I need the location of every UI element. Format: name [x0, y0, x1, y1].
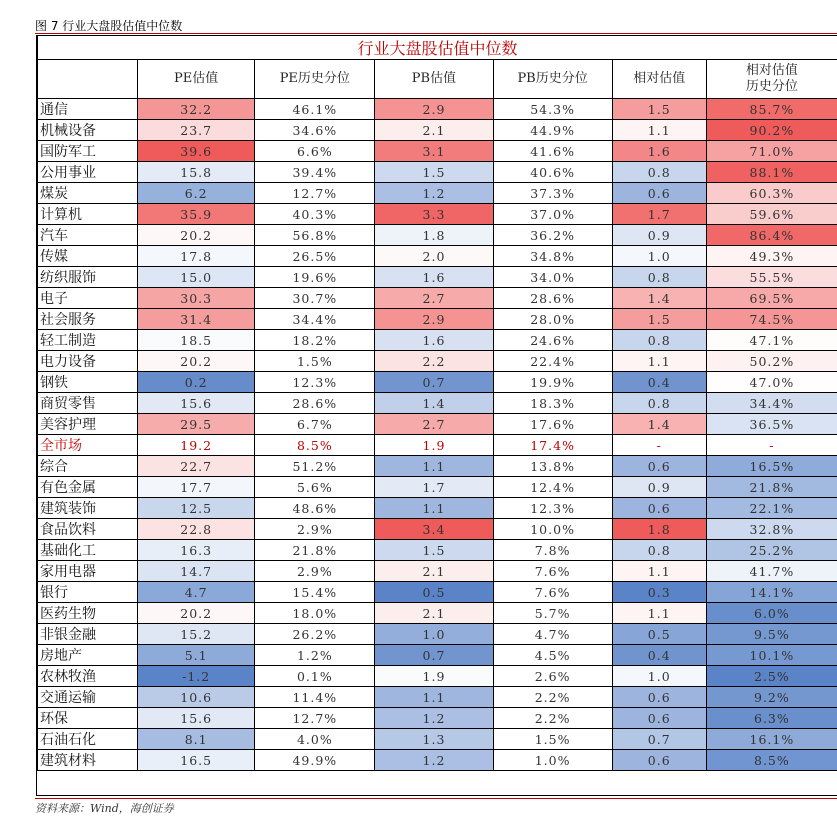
pb-percentile-cell: 2.2% [493, 687, 612, 708]
pb-cell: 2.7 [375, 288, 493, 309]
table-row [38, 624, 837, 645]
pb-percentile-cell: 37.0% [493, 204, 612, 225]
pe-percentile-cell: 56.8% [255, 225, 375, 246]
relative-cell: 0.6 [612, 456, 706, 477]
table-row [38, 351, 837, 372]
pb-percentile-cell: 24.6% [493, 330, 612, 351]
relative-percentile-cell: 59.6% [706, 204, 837, 225]
pb-percentile-cell: 4.5% [493, 645, 612, 666]
relative-percentile-cell: 34.4% [706, 393, 837, 414]
pb-cell: 2.1 [375, 120, 493, 141]
table-row [38, 750, 837, 771]
pe-percentile-cell: 0.1% [255, 666, 375, 687]
header-row [38, 60, 837, 99]
pe-cell: 0.2 [138, 372, 255, 393]
pe-cell: 15.2 [138, 624, 255, 645]
table-row [38, 729, 837, 750]
pb-cell: 1.1 [375, 687, 493, 708]
table-row [38, 414, 837, 435]
pb-cell: 2.1 [375, 561, 493, 582]
relative-cell: 0.9 [612, 225, 706, 246]
pe-cell: 30.3 [138, 288, 255, 309]
pe-cell: 31.4 [138, 309, 255, 330]
relative-cell: - [612, 435, 706, 456]
pb-cell: 1.2 [375, 183, 493, 204]
relative-percentile-cell: 6.3% [706, 708, 837, 729]
pe-percentile-cell: 11.4% [255, 687, 375, 708]
source-note: 资料来源：Wind，海创证券 [35, 800, 174, 816]
pb-cell: 2.2 [375, 351, 493, 372]
table-row [38, 204, 837, 225]
relative-percentile-cell: 69.5% [706, 288, 837, 309]
table-row [38, 582, 837, 603]
relative-cell: 1.5 [612, 309, 706, 330]
relative-percentile-cell: 85.7% [706, 99, 837, 120]
relative-percentile-cell: 21.8% [706, 477, 837, 498]
pb-cell: 1.8 [375, 225, 493, 246]
pb-percentile-cell: 36.2% [493, 225, 612, 246]
header-relative-percentile-line2: 历史分位 [707, 79, 837, 95]
pb-cell: 2.7 [375, 414, 493, 435]
relative-cell: 1.0 [612, 246, 706, 267]
relative-cell: 1.1 [612, 561, 706, 582]
pb-percentile-cell: 13.8% [493, 456, 612, 477]
pe-cell: 16.3 [138, 540, 255, 561]
pe-cell: 10.6 [138, 687, 255, 708]
industry-name: 社会服务 [38, 309, 138, 330]
pe-percentile-cell: 34.4% [255, 309, 375, 330]
industry-name: 非银金融 [38, 624, 138, 645]
pb-percentile-cell: 44.9% [493, 120, 612, 141]
relative-cell: 1.5 [612, 99, 706, 120]
industry-name: 医药生物 [38, 603, 138, 624]
pe-cell: 20.2 [138, 603, 255, 624]
table-row [38, 498, 837, 519]
pe-cell: 39.6 [138, 141, 255, 162]
pb-cell: 1.6 [375, 267, 493, 288]
pb-percentile-cell: 40.6% [493, 162, 612, 183]
industry-name: 通信 [38, 99, 138, 120]
relative-cell: 0.6 [612, 708, 706, 729]
industry-name: 建筑材料 [38, 750, 138, 771]
pb-cell: 3.3 [375, 204, 493, 225]
table-row [38, 666, 837, 687]
pb-cell: 1.9 [375, 666, 493, 687]
pb-percentile-cell: 7.8% [493, 540, 612, 561]
pe-cell: 16.5 [138, 750, 255, 771]
pb-percentile-cell: 5.7% [493, 603, 612, 624]
relative-percentile-cell: 47.0% [706, 372, 837, 393]
pe-percentile-cell: 21.8% [255, 540, 375, 561]
pb-cell: 1.5 [375, 540, 493, 561]
table-row [38, 309, 837, 330]
relative-cell: 1.1 [612, 120, 706, 141]
table-row [38, 645, 837, 666]
pe-cell: 15.6 [138, 708, 255, 729]
pb-cell: 1.1 [375, 456, 493, 477]
pb-cell: 0.7 [375, 372, 493, 393]
table-row [38, 540, 837, 561]
relative-percentile-cell: 55.5% [706, 267, 837, 288]
pe-percentile-cell: 49.9% [255, 750, 375, 771]
pe-percentile-cell: 46.1% [255, 99, 375, 120]
relative-percentile-cell: 50.2% [706, 351, 837, 372]
pb-percentile-cell: 19.9% [493, 372, 612, 393]
pe-cell: 32.2 [138, 99, 255, 120]
relative-percentile-cell: 88.1% [706, 162, 837, 183]
pb-cell: 2.0 [375, 246, 493, 267]
relative-percentile-cell: 36.5% [706, 414, 837, 435]
industry-name: 综合 [38, 456, 138, 477]
pb-cell: 1.6 [375, 330, 493, 351]
pe-cell: 8.1 [138, 729, 255, 750]
pb-percentile-cell: 12.3% [493, 498, 612, 519]
top-divider [35, 33, 837, 34]
relative-percentile-cell: 25.2% [706, 540, 837, 561]
relative-cell: 1.4 [612, 288, 706, 309]
pb-percentile-cell: 4.7% [493, 624, 612, 645]
pb-percentile-cell: 37.3% [493, 183, 612, 204]
pb-cell: 3.1 [375, 141, 493, 162]
pe-cell: 19.2 [138, 435, 255, 456]
pb-percentile-cell: 18.3% [493, 393, 612, 414]
relative-cell: 1.6 [612, 141, 706, 162]
pe-cell: 15.6 [138, 393, 255, 414]
industry-name: 全市场 [38, 435, 138, 456]
industry-name: 电力设备 [38, 351, 138, 372]
header-relative-percentile [706, 60, 837, 99]
pe-cell: 20.2 [138, 351, 255, 372]
pe-cell: 17.8 [138, 246, 255, 267]
pb-cell: 1.3 [375, 729, 493, 750]
table-row [38, 435, 837, 456]
relative-cell: 0.6 [612, 183, 706, 204]
table-row [38, 687, 837, 708]
relative-percentile-cell: 74.5% [706, 309, 837, 330]
valuation-table [37, 35, 837, 771]
pe-percentile-cell: 28.6% [255, 393, 375, 414]
relative-cell: 0.6 [612, 498, 706, 519]
industry-name: 计算机 [38, 204, 138, 225]
table-row [38, 99, 837, 120]
pb-cell: 1.4 [375, 393, 493, 414]
relative-cell: 0.8 [612, 267, 706, 288]
industry-name: 银行 [38, 582, 138, 603]
pb-percentile-cell: 2.2% [493, 708, 612, 729]
relative-cell: 0.3 [612, 582, 706, 603]
pe-percentile-cell: 26.5% [255, 246, 375, 267]
table-row [38, 603, 837, 624]
table-banner-row [38, 36, 837, 60]
table-row [38, 288, 837, 309]
table-row [38, 267, 837, 288]
relative-percentile-cell: 22.1% [706, 498, 837, 519]
pe-cell: 22.7 [138, 456, 255, 477]
pe-cell: 35.9 [138, 204, 255, 225]
pb-cell: 1.5 [375, 162, 493, 183]
table-body [38, 99, 837, 771]
relative-percentile-cell: 6.0% [706, 603, 837, 624]
relative-cell: 0.8 [612, 393, 706, 414]
relative-cell: 1.1 [612, 351, 706, 372]
pe-cell: 12.5 [138, 498, 255, 519]
pb-cell: 1.2 [375, 708, 493, 729]
pe-percentile-cell: 12.7% [255, 183, 375, 204]
industry-name: 公用事业 [38, 162, 138, 183]
pe-percentile-cell: 12.3% [255, 372, 375, 393]
pb-cell: 1.2 [375, 750, 493, 771]
header-pe-percentile: PE历史分位 [255, 60, 375, 99]
industry-name: 轻工制造 [38, 330, 138, 351]
pe-percentile-cell: 6.6% [255, 141, 375, 162]
relative-percentile-cell: 16.5% [706, 456, 837, 477]
industry-name: 钢铁 [38, 372, 138, 393]
pe-percentile-cell: 8.5% [255, 435, 375, 456]
table-row [38, 519, 837, 540]
industry-name: 煤炭 [38, 183, 138, 204]
table-row [38, 162, 837, 183]
header-industry [38, 60, 138, 99]
pe-percentile-cell: 12.7% [255, 708, 375, 729]
pb-percentile-cell: 2.6% [493, 666, 612, 687]
industry-name: 基础化工 [38, 540, 138, 561]
pb-cell: 1.7 [375, 477, 493, 498]
industry-name: 传媒 [38, 246, 138, 267]
pb-percentile-cell: 12.4% [493, 477, 612, 498]
pb-cell: 3.4 [375, 519, 493, 540]
pb-percentile-cell: 22.4% [493, 351, 612, 372]
relative-cell: 0.9 [612, 477, 706, 498]
industry-name: 电子 [38, 288, 138, 309]
pb-percentile-cell: 1.0% [493, 750, 612, 771]
pb-percentile-cell: 7.6% [493, 561, 612, 582]
pb-cell: 1.1 [375, 498, 493, 519]
relative-cell: 1.0 [612, 666, 706, 687]
relative-percentile-cell: 8.5% [706, 750, 837, 771]
pe-cell: 14.7 [138, 561, 255, 582]
industry-name: 商贸零售 [38, 393, 138, 414]
pb-percentile-cell: 1.5% [493, 729, 612, 750]
relative-percentile-cell: 9.5% [706, 624, 837, 645]
relative-percentile-cell: 71.0% [706, 141, 837, 162]
pb-cell: 2.1 [375, 603, 493, 624]
pb-percentile-cell: 7.6% [493, 582, 612, 603]
pb-cell: 0.5 [375, 582, 493, 603]
industry-name: 交通运输 [38, 687, 138, 708]
pe-percentile-cell: 18.2% [255, 330, 375, 351]
table-row [38, 708, 837, 729]
pe-percentile-cell: 5.6% [255, 477, 375, 498]
relative-cell: 0.6 [612, 750, 706, 771]
relative-cell: 0.8 [612, 162, 706, 183]
industry-name: 环保 [38, 708, 138, 729]
header-relative-percentile-line1: 相对估值 [707, 63, 837, 79]
industry-name: 农林牧渔 [38, 666, 138, 687]
pe-percentile-cell: 1.5% [255, 351, 375, 372]
pb-percentile-cell: 34.8% [493, 246, 612, 267]
relative-cell: 0.4 [612, 645, 706, 666]
pe-percentile-cell: 34.6% [255, 120, 375, 141]
industry-name: 房地产 [38, 645, 138, 666]
pe-percentile-cell: 2.9% [255, 561, 375, 582]
pe-percentile-cell: 30.7% [255, 288, 375, 309]
relative-percentile-cell: 10.1% [706, 645, 837, 666]
relative-percentile-cell: 14.1% [706, 582, 837, 603]
relative-cell: 0.4 [612, 372, 706, 393]
industry-name: 家用电器 [38, 561, 138, 582]
relative-cell: 1.8 [612, 519, 706, 540]
pb-cell: 1.0 [375, 624, 493, 645]
pe-percentile-cell: 18.0% [255, 603, 375, 624]
industry-name: 纺织服饰 [38, 267, 138, 288]
table-row [38, 330, 837, 351]
header-pe: PE估值 [138, 60, 255, 99]
pb-percentile-cell: 41.6% [493, 141, 612, 162]
pe-percentile-cell: 51.2% [255, 456, 375, 477]
relative-cell: 0.6 [612, 687, 706, 708]
pe-cell: 15.8 [138, 162, 255, 183]
table-row [38, 120, 837, 141]
pb-percentile-cell: 34.0% [493, 267, 612, 288]
table-row [38, 393, 837, 414]
pe-cell: -1.2 [138, 666, 255, 687]
pe-percentile-cell: 19.6% [255, 267, 375, 288]
pe-percentile-cell: 4.0% [255, 729, 375, 750]
table-row [38, 246, 837, 267]
relative-percentile-cell: 49.3% [706, 246, 837, 267]
pe-percentile-cell: 39.4% [255, 162, 375, 183]
table-row [38, 456, 837, 477]
industry-name: 美容护理 [38, 414, 138, 435]
pb-percentile-cell: 17.6% [493, 414, 612, 435]
table-row [38, 183, 837, 204]
relative-percentile-cell: 32.8% [706, 519, 837, 540]
industry-name: 国防军工 [38, 141, 138, 162]
industry-name: 机械设备 [38, 120, 138, 141]
table-title: 行业大盘股估值中位数 [38, 36, 837, 60]
pe-percentile-cell: 1.2% [255, 645, 375, 666]
pe-cell: 5.1 [138, 645, 255, 666]
header-pb: PB估值 [375, 60, 493, 99]
pb-percentile-cell: 17.4% [493, 435, 612, 456]
relative-percentile-cell: 41.7% [706, 561, 837, 582]
pb-percentile-cell: 54.3% [493, 99, 612, 120]
table-row [38, 477, 837, 498]
relative-percentile-cell: - [706, 435, 837, 456]
relative-percentile-cell: 2.5% [706, 666, 837, 687]
pb-cell: 0.7 [375, 645, 493, 666]
relative-percentile-cell: 90.2% [706, 120, 837, 141]
industry-name: 建筑装饰 [38, 498, 138, 519]
relative-cell: 1.1 [612, 603, 706, 624]
table-row [38, 372, 837, 393]
valuation-table-container [36, 35, 837, 796]
pb-percentile-cell: 28.0% [493, 309, 612, 330]
pb-percentile-cell: 10.0% [493, 519, 612, 540]
pe-cell: 15.0 [138, 267, 255, 288]
pe-cell: 22.8 [138, 519, 255, 540]
relative-percentile-cell: 47.1% [706, 330, 837, 351]
relative-cell: 1.4 [612, 414, 706, 435]
relative-percentile-cell: 16.1% [706, 729, 837, 750]
relative-percentile-cell: 86.4% [706, 225, 837, 246]
table-row [38, 141, 837, 162]
industry-name: 食品饮料 [38, 519, 138, 540]
pb-cell: 2.9 [375, 309, 493, 330]
pe-percentile-cell: 26.2% [255, 624, 375, 645]
relative-cell: 1.7 [612, 204, 706, 225]
pe-cell: 29.5 [138, 414, 255, 435]
table-row [38, 225, 837, 246]
relative-percentile-cell: 9.2% [706, 687, 837, 708]
pe-percentile-cell: 40.3% [255, 204, 375, 225]
figure-title: 图 7 行业大盘股估值中位数 [35, 17, 182, 34]
pe-percentile-cell: 2.9% [255, 519, 375, 540]
table-row [38, 561, 837, 582]
pe-cell: 20.2 [138, 225, 255, 246]
relative-cell: 0.8 [612, 540, 706, 561]
pe-percentile-cell: 6.7% [255, 414, 375, 435]
bottom-divider [35, 798, 837, 799]
pe-cell: 18.5 [138, 330, 255, 351]
pe-cell: 17.7 [138, 477, 255, 498]
pb-percentile-cell: 28.6% [493, 288, 612, 309]
relative-cell: 0.8 [612, 330, 706, 351]
pb-cell: 2.9 [375, 99, 493, 120]
relative-percentile-cell: 60.3% [706, 183, 837, 204]
industry-name: 石油石化 [38, 729, 138, 750]
relative-cell: 0.7 [612, 729, 706, 750]
header-relative: 相对估值 [612, 60, 706, 99]
industry-name: 汽车 [38, 225, 138, 246]
pe-cell: 23.7 [138, 120, 255, 141]
pe-percentile-cell: 48.6% [255, 498, 375, 519]
relative-cell: 0.5 [612, 624, 706, 645]
pe-cell: 4.7 [138, 582, 255, 603]
pe-percentile-cell: 15.4% [255, 582, 375, 603]
industry-name: 有色金属 [38, 477, 138, 498]
pe-cell: 6.2 [138, 183, 255, 204]
header-pb-percentile: PB历史分位 [493, 60, 612, 99]
pb-cell: 1.9 [375, 435, 493, 456]
